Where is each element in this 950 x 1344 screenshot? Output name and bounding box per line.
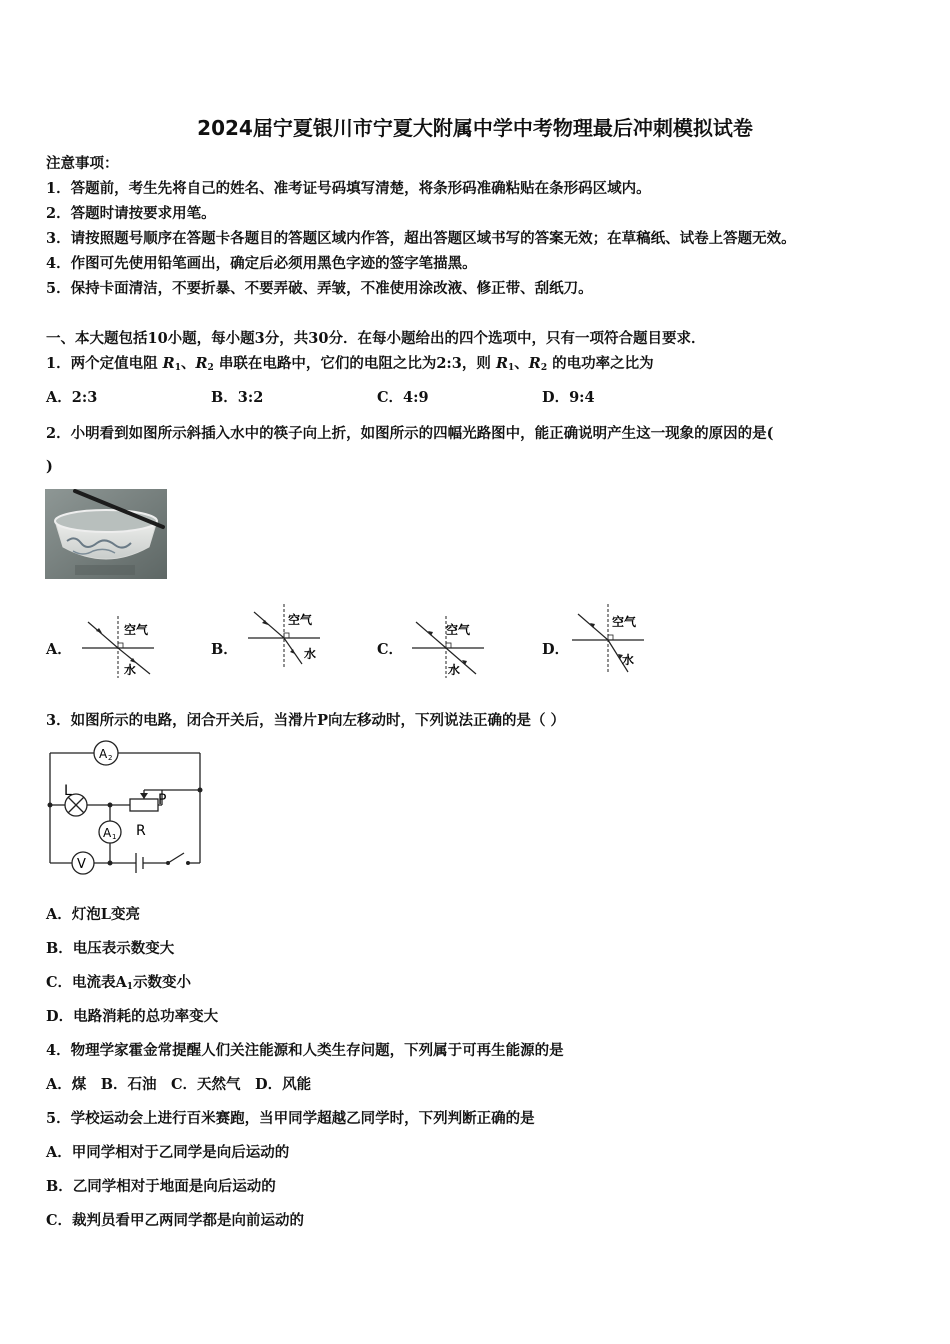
question-2-stem: 2．小明看到如图所示斜插入水中的筷子向上折，如图所示的四幅光路图中，能正确说明产生这一现象的原因的是(	[46, 425, 774, 442]
q1-option-b: B．3:2	[211, 389, 264, 406]
question-4-stem: 4．物理学家霍金常提醒人们关注能源和人类生存问题，下列属于可再生能源的是	[46, 1042, 564, 1059]
q2-option-c-label: C．	[377, 641, 404, 658]
resistor-label: R	[136, 823, 146, 839]
r2-subscript: 2	[207, 363, 214, 373]
q3-option-a: A．灯泡L变亮	[46, 906, 140, 923]
q1-option-d: D．9:4	[542, 389, 595, 406]
q1-text: 1．两个定值电阻	[46, 355, 163, 372]
water-label: 水	[448, 663, 461, 677]
q4-options: A．煤 B．石油 C．天然气 D．风能	[46, 1076, 312, 1093]
ammeter-a2-subscript: 2	[108, 754, 113, 762]
water-label: 水	[622, 653, 635, 667]
question-5-stem: 5．学校运动会上进行百米赛跑，当甲同学超越乙同学时，下列判断正确的是	[46, 1110, 535, 1127]
q3-option-c	[46, 971, 191, 992]
q3-option-c-tail: 示数变小	[133, 974, 192, 991]
question-1-stem	[46, 352, 654, 373]
r2-symbol: R	[528, 355, 541, 372]
circuit-diagram	[40, 738, 212, 880]
r1-subscript: 1	[174, 363, 181, 373]
question-2-close: )	[46, 458, 53, 475]
question-3-stem: 3．如图所示的电路，闭合开关后，当滑片P向左移动时，下列说法正确的是（ ）	[46, 712, 566, 729]
notice-item: 3．请按照题号顺序在答题卡各题目的答题区域内作答，超出答题区域书写的答案无效；在草稿纸、试卷上答题无效。	[46, 230, 796, 247]
light-path-diagram-d	[570, 602, 648, 678]
r1-subscript: 1	[508, 363, 515, 373]
notice-item: 4．作图可先使用铅笔画出，确定后必须用黑色字迹的签字笔描黑。	[46, 255, 477, 272]
q2-option-b-label: B．	[211, 641, 238, 658]
r1-symbol: R	[495, 355, 508, 372]
light-path-diagram-a	[80, 612, 158, 680]
slider-label: P	[158, 792, 167, 808]
notice-item: 5．保持卡面清洁，不要折暴、不要弄破、弄皱，不准使用涂改液、修正带、刮纸刀。	[46, 280, 593, 297]
air-label: 空气	[612, 615, 637, 629]
air-label: 空气	[446, 623, 471, 637]
air-label: 空气	[288, 613, 313, 627]
r2-subscript: 2	[540, 363, 548, 373]
a1-subscript: 1	[126, 982, 134, 992]
q1-separator: 、	[180, 355, 196, 372]
ammeter-a1-subscript: 1	[112, 833, 117, 841]
notice-heading: 注意事项：	[46, 155, 119, 172]
q2-option-d-label: D．	[542, 641, 570, 658]
q1-text: 的电功率之比为	[547, 355, 654, 372]
water-label: 水	[124, 663, 137, 677]
notice-item: 1．答题前，考生先将自己的姓名、准考证号码填写清楚，将条形码准确粘贴在条形码区域内。	[46, 180, 651, 197]
q1-option-c: C．4:9	[377, 389, 429, 406]
q1-option-a: A．2:3	[46, 389, 98, 406]
ammeter-a2-label: A	[99, 747, 108, 761]
q5-option-c: C．裁判员看甲乙两同学都是向前运动的	[46, 1212, 305, 1229]
q2-option-a-label: A．	[46, 641, 72, 658]
q3-option-c-text: C．电流表A	[46, 974, 127, 991]
notice-item: 2．答题时请按要求用笔。	[46, 205, 216, 222]
page-title: 2024届宁夏银川市宁夏大附属中学中考物理最后冲刺模拟试卷	[197, 116, 753, 140]
r1-symbol: R	[162, 355, 175, 372]
q1-separator: 、	[514, 355, 529, 372]
voltmeter-label: V	[77, 857, 86, 872]
ammeter-a1-label: A	[103, 826, 112, 840]
q3-option-d: D．电路消耗的总功率变大	[46, 1008, 219, 1025]
air-label: 空气	[124, 623, 149, 637]
bowl-chopstick-photo	[45, 489, 167, 579]
r2-symbol: R	[195, 355, 208, 372]
q5-option-a: A．甲同学相对于乙同学是向后运动的	[46, 1144, 290, 1161]
water-label: 水	[304, 647, 317, 661]
light-path-diagram-c	[410, 612, 488, 680]
light-path-diagram-b	[246, 602, 324, 670]
lamp-label: L	[64, 783, 72, 799]
q1-text: 串联在电路中，它们的电阻之比为2:3，则	[213, 355, 496, 372]
q3-option-b: B．电压表示数变大	[46, 940, 175, 957]
q5-option-b: B．乙同学相对于地面是向后运动的	[46, 1178, 276, 1195]
section-heading: 一、本大题包括10小题，每小题3分，共30分．在每小题给出的四个选项中，只有一项符合题目要求．	[46, 330, 706, 347]
